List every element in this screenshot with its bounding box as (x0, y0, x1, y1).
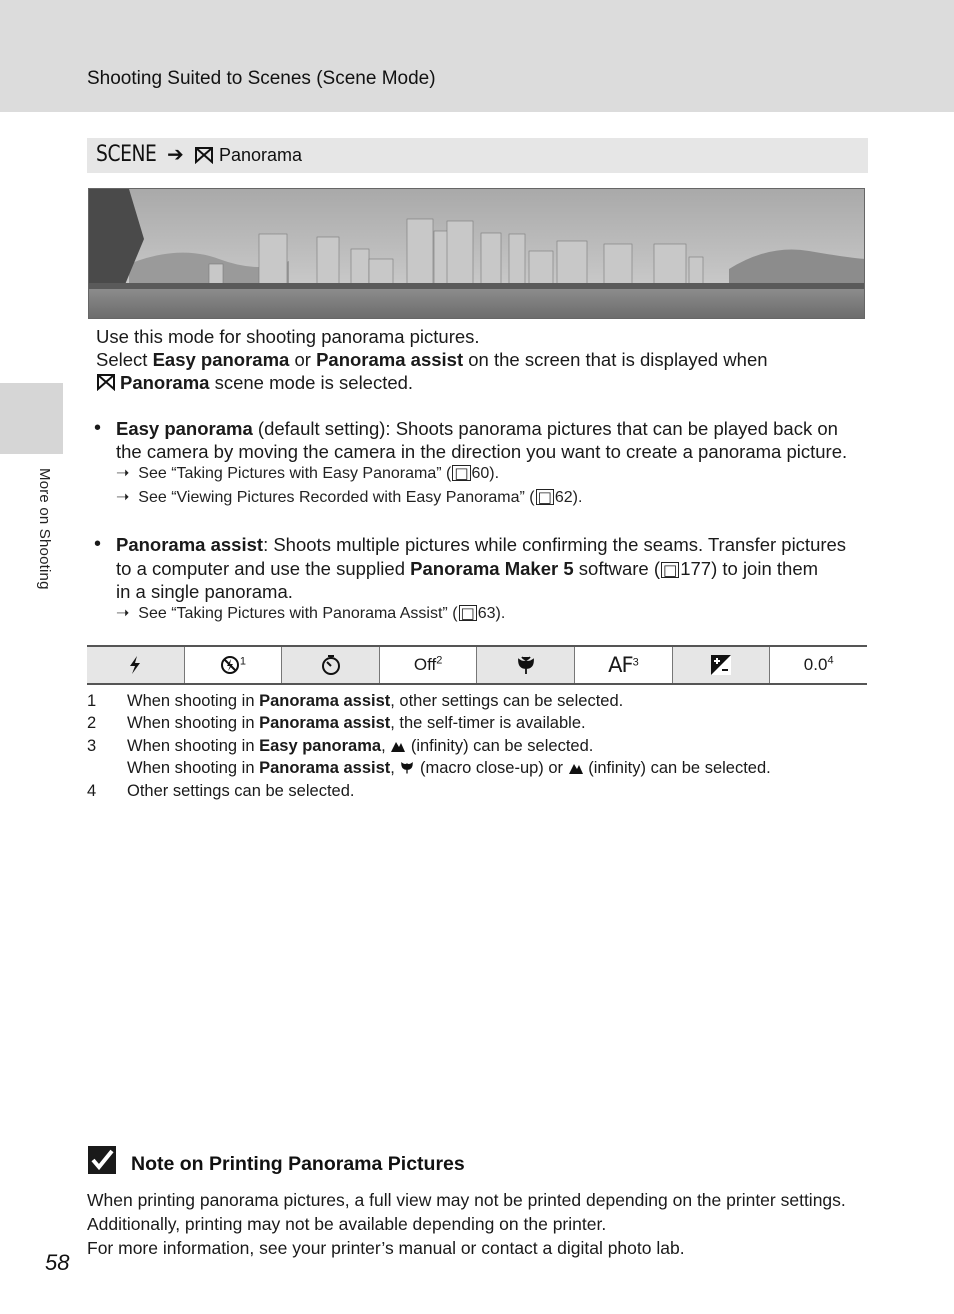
page-reference-icon: □ (460, 604, 475, 622)
bullet-dot: • (94, 533, 102, 555)
bullet-dot: • (94, 417, 102, 439)
self-timer-icon (282, 646, 380, 684)
page-reference-icon: □ (537, 488, 552, 506)
arrow-right-icon: ➝ (116, 465, 130, 482)
scene-mode-bar (87, 138, 868, 173)
macro-mode-icon (399, 759, 415, 775)
bullet-panorama-assist-line-2: to a computer and use the supplied Panorama Maker 5 software ( □ 177) to join them (116, 558, 819, 579)
page-reference-icon: □ (454, 464, 469, 482)
header-band (0, 0, 954, 112)
note-title: Note on Printing Panorama Pictures (131, 1153, 465, 1175)
bullet-panorama-assist-line-1: Panorama assist: Shoots multiple pictures while confirming the seams. Transfer pictures (116, 534, 847, 555)
bullet-panorama-assist-line-3: in a single panorama. (116, 581, 293, 602)
panorama-icon (96, 373, 116, 391)
scene-mode-label: SCENE (96, 142, 157, 167)
page-header-title: Shooting Suited to Scenes (Scene Mode) (87, 68, 436, 89)
intro-line-3: Panorama scene mode is selected. (96, 371, 413, 394)
flash-mode-icon (87, 646, 184, 684)
see-reference-line: ➝ See “Taking Pictures with Panorama Assist” ( □ 63). (116, 604, 506, 622)
arrow-right-icon: ➝ (116, 605, 130, 622)
exposure-compensation-value: $0.0^4$ (770, 646, 867, 684)
panorama-icon (194, 146, 214, 164)
infinity-icon (390, 737, 406, 753)
infinity-icon (568, 759, 584, 775)
note-line-3: For more information, see your printer’s manual or contact a digital photo lab. (87, 1238, 685, 1258)
panorama-photo (88, 188, 865, 319)
scene-mode-name: Panorama (219, 145, 303, 165)
arrow-icon: ➔ (167, 144, 184, 166)
see-reference-line: ➝ See “Taking Pictures with Easy Panorama” ( □ 60). (116, 464, 500, 482)
page-reference-icon: □ (663, 561, 678, 579)
note-line-1: When printing panorama pictures, a full view may not be printed depending on the printer settings. (87, 1190, 846, 1210)
focus-mode-value: $AF^3$ (575, 646, 673, 684)
bullet-easy-panorama-line-1: Easy panorama (default setting): Shoots panorama pictures that can be played back on (116, 418, 838, 439)
section-tab (0, 383, 63, 454)
bullet-easy-panorama-line-2: the camera by moving the camera in the direction you want to create a panorama picture. (116, 441, 848, 462)
self-timer-value: Off$^2$ (379, 646, 477, 684)
exposure-compensation-icon (672, 646, 770, 684)
flash-off-icon (220, 655, 240, 675)
scene-settings-table (87, 645, 867, 685)
note-line-2: Additionally, printing may not be available depending on the printer. (87, 1214, 607, 1234)
macro-mode-icon (477, 646, 575, 684)
see-reference-line: ➝ See “Viewing Pictures Recorded with Easy Panorama” ( □ 62). (116, 488, 583, 506)
page-number: 58 (45, 1250, 70, 1275)
checkmark-note-icon (88, 1146, 116, 1174)
flash-setting-value: 1 (184, 646, 282, 684)
intro-line-1: Use this mode for shooting panorama pictures. (96, 326, 480, 347)
arrow-right-icon: ➝ (116, 489, 130, 506)
section-tab-label: More on Shooting (36, 468, 53, 590)
intro-line-2: Select Easy panorama or Panorama assist on the screen that is displayed when (96, 349, 768, 370)
